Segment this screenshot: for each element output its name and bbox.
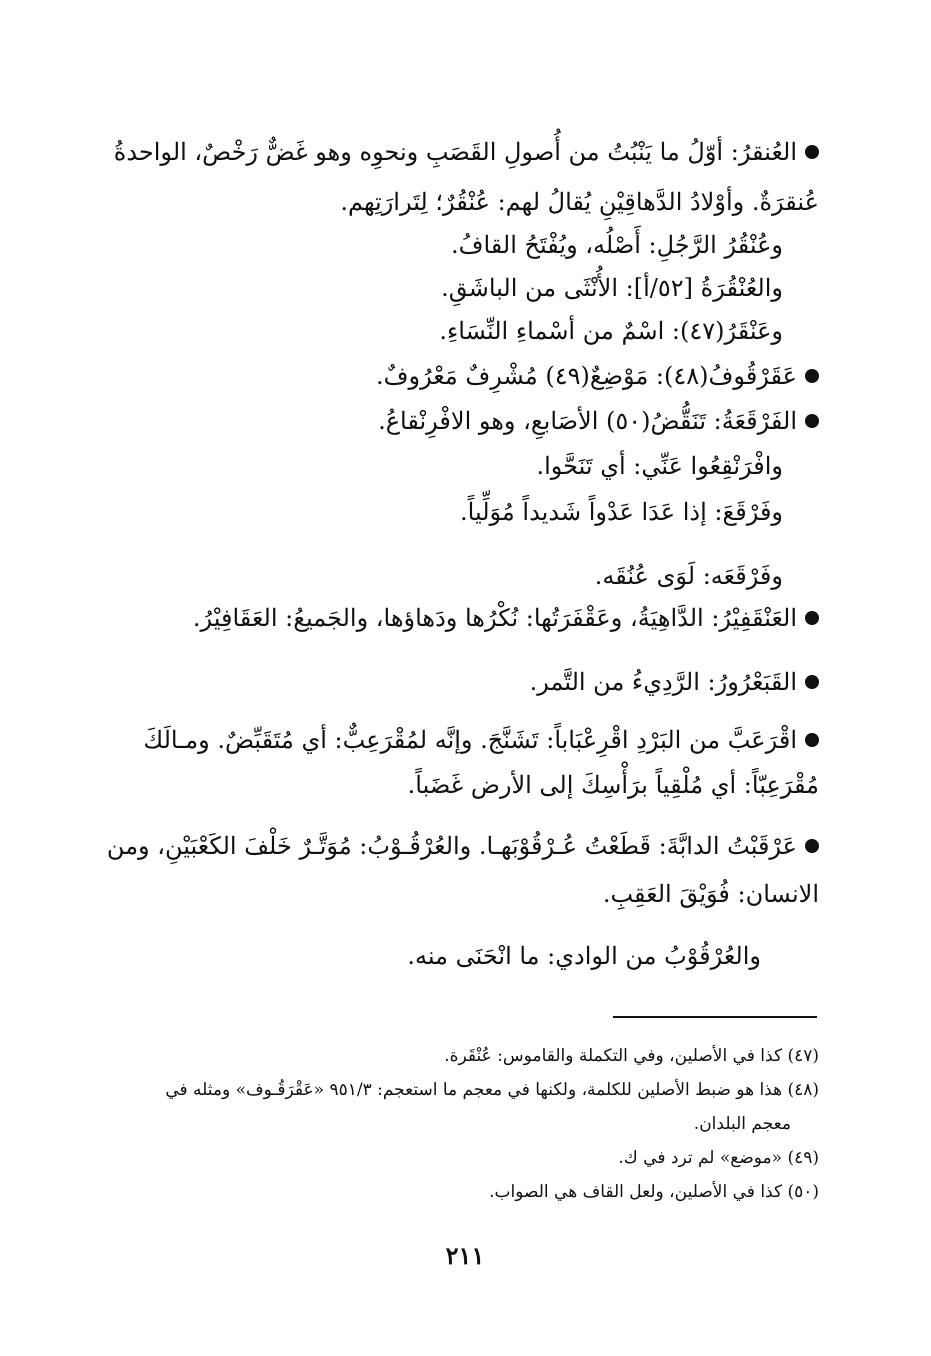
entry-line xyxy=(441,268,783,308)
entry-line xyxy=(603,874,819,914)
entry-text: العُنقرُ: أوّلُ ما يَنْبُتُ من أُصولِ القَصَبِ ونحوِه وهو غَضٌّ رَخْصٌ، الواحدةُ xyxy=(113,138,797,166)
entry-line xyxy=(143,720,819,760)
entry-line xyxy=(340,182,819,222)
entry-line xyxy=(595,556,783,596)
bullet-icon xyxy=(805,839,819,853)
entry-line xyxy=(114,132,819,172)
entry-line xyxy=(408,765,819,805)
footnote-text: (٤٧) كذا في الأصلين، وفي التكملة والقاموس: عُنْقَرة. xyxy=(444,1046,819,1066)
bullet-icon xyxy=(805,733,819,747)
entry-line xyxy=(107,826,819,866)
footnote-text: معجم البلدان. xyxy=(693,1114,791,1134)
entry-line xyxy=(407,936,761,976)
entry-text: عُنقرَةٌ. وأوْلادُ الدَّهاقِيْنِ يُقالُ لهم: عُنْقُرٌ؛ لِتَرارَتِهم. xyxy=(340,188,819,216)
footnote-line xyxy=(444,1040,819,1072)
bullet-icon xyxy=(805,145,819,159)
entry-line xyxy=(439,311,783,351)
entry-text: اقْرَعَبَّ من البَرْدِ اقْرِعْبَاباً: تَشَنَّجَ. وإنَّه لمُقْرَعِبٌّ: أي مُتَقَبِّضٌ. ومـالَكَ xyxy=(143,726,797,754)
entry-line xyxy=(378,401,819,441)
footnote-line xyxy=(694,1108,791,1140)
entry-text: القَبَعْرُورُ: الرَّدِيءُ من التَّمر. xyxy=(529,668,797,696)
entry-text: وعَنْقَرُ(٤٧): اسْمٌ من أسْماءِ النِّسَاءِ. xyxy=(439,317,783,345)
footnote-text: (٤٩) «موضع» لم ترد في ك. xyxy=(618,1148,819,1168)
entry-line xyxy=(193,598,819,638)
entry-text: وفَرْقَعَه: لَوَى عُنُقَه. xyxy=(594,562,783,590)
entry-line xyxy=(376,356,819,396)
bullet-icon xyxy=(805,414,819,428)
entry-line xyxy=(530,662,819,702)
footnote-text: (٥٠) كذا في الأصلين، ولعل القاف هي الصواب. xyxy=(489,1182,819,1202)
entry-text: مُقْرَعِبّاً: أي مُلْقِياً برَأْسِكَ إلى الأرض غَضَباً. xyxy=(407,771,819,799)
entry-line xyxy=(536,446,783,486)
entry-text: العَنْقَفِيْرُ: الدَّاهِيَةُ، وعَقْفَرَتُها: نُكْرُها ودَهاؤها، والجَميعُ: العَقَافِيْرُ. xyxy=(192,604,797,632)
entry-text: وافْرَنْقِعُوا عَنِّي: أي تَنَحَّوا. xyxy=(536,452,783,480)
entry-text: والعُرْقُوْبُ من الوادي: ما انْحَنَى منه. xyxy=(407,942,761,970)
entry-text: عَرْقَبْتُ الدابَّةَ: قَطَعْتُ عُـرْقُوْبَهـا. والعُرْقُـوْبُ: مُوَتَّـرٌ خَلْفَ الكَعْبَيْنِ، ومن xyxy=(106,832,797,860)
footnote-divider xyxy=(613,1016,817,1018)
bullet-icon xyxy=(805,611,819,625)
footnote-line xyxy=(165,1074,819,1106)
entry-text: عَقَرْقُوفُ(٤٨): مَوْضِعٌ(٤٩) مُشْرِفٌ مَعْرُوفٌ. xyxy=(375,362,797,390)
entry-text: الفَرْقَعَةُ: تَنَقُّضُ(٥٠) الأصَابعِ، وهو الافْرِنْقاعُ. xyxy=(378,407,797,435)
bullet-icon xyxy=(805,675,819,689)
entry-line xyxy=(451,225,783,265)
entry-text: الانسان: فُوَيْقَ العَقِبِ. xyxy=(602,880,819,908)
footnote-line xyxy=(618,1142,819,1174)
entry-text: والعُنْقُرَةُ [٥٢/أ]: الأُنْثَى من الباشَقِ. xyxy=(441,274,783,302)
entry-line xyxy=(460,492,783,532)
entry-text: وعُنْقُرُ الرَّجُلِ: أَصْلُه، ويُفْتَحُ القافُ. xyxy=(450,231,783,259)
page-number: ٢١١ xyxy=(445,1241,485,1270)
bullet-icon xyxy=(805,369,819,383)
footnote-line xyxy=(489,1176,819,1208)
footnote-text: (٤٨) هذا هو ضبط الأصلين للكلمة، ولكنها في معجم ما استعجم: ٩٥١/٣ «عَقْرَقُـوف» ومثله في xyxy=(165,1080,819,1100)
entry-text: وفَرْقَعَ: إذا عَدَا عَدْواً شَديداً مُوَلِّياً. xyxy=(460,498,783,526)
